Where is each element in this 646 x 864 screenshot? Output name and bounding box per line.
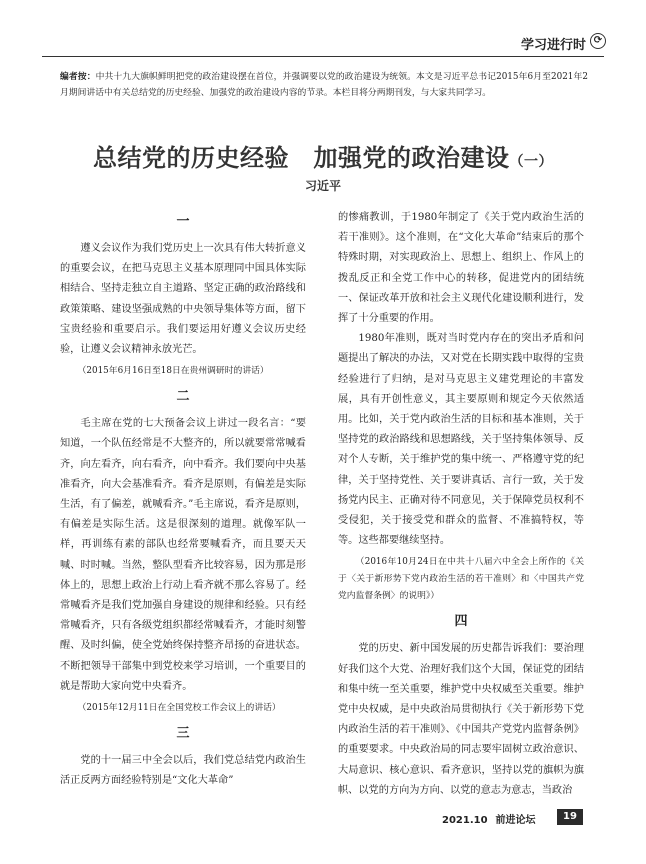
article-title-part: （一） xyxy=(509,154,553,170)
magazine-name: 前进论坛 xyxy=(495,815,536,826)
paragraph: 1980年准则，既对当时党内存在的突出矛盾和问题提出了解决的办法，又对党在长期实践中取得的宝贵经验进行了归纳，是对马克思主义建党理论的丰富发展，具有开创性意义，其主要原则和规定今天依然适用。比如，关于党内政治生活的目标和基本准则，关于坚持党的政治路线和思想路线，关于坚持集体领导、反对个人专断，关于维护党的集中统一、严格遵守党的纪律，关于坚持党性、关于要讲真话、言行一致，关于发扬党内民主、正确对待不同意见，关于保障党员权利不受侵犯，关于接受党和群众的监督、不准搞特权，等等。这些都要继续坚持。 xyxy=(338,333,584,547)
paragraph: 党的十一届三中全会以后，我们党总结党内政治生活正反两方面经验特别是“文化大革命” xyxy=(60,755,306,787)
paragraph: 党的历史、新中国发展的历史都告诉我们：要治理好我们这个大党、治理好我们这个大国，保证党的团结和集中统一至关重要，维护党中央权威至关重要。维护党中央权威，是中央政治局贯彻执行《关于新形势下党内政治生活的若干准则》、《中国共产党党内监督条例》的重要要求。中央政治局的同志要牢固树立政治意识、大局意识、核心意识、看齐意识，坚持以党的旗帜为旗帜、以党的方向为方向、以党的意志为意志，当政治 xyxy=(338,643,584,796)
editor-note xyxy=(60,70,588,101)
section-heading-1: 一 xyxy=(176,214,190,229)
source-note: （2015年12月11日在全国党校工作会议上的讲话） xyxy=(77,703,281,714)
arrow-circle-icon: ⟳ xyxy=(590,33,606,49)
issue-number: 2021.10 xyxy=(442,815,488,826)
paragraph-continued: 的惨痛教训，于1980年制定了《关于党内政治生活的若干准则》。这个准则，在“文化大革命”结束后的那个特殊时期，对实现政治上、思想上、组织上、作风上的拨乱反正和全党工作中心的转移，促进党内的团结统一、保证改革开放和社会主义现代化建设顺利进行，发挥了十分重要的作用。 xyxy=(338,212,584,325)
right-column xyxy=(338,208,584,801)
section-heading-4: 四 xyxy=(454,614,468,630)
section-label: 学习进行时 xyxy=(520,38,586,53)
paragraph: 遵义会议作为我们党历史上一次具有伟大转折意义的重要会议，在把马克思主义基本原理同中国具体实际相结合、坚持走独立自主道路、坚定正确的政治路线和政策策略、建设坚强成熟的中央领导集体等方面，留下宝贵经验和重要启示。我们要运用好遵义会议历史经验，让遵义会议精神永放光芒。 xyxy=(60,243,306,356)
footer xyxy=(442,811,544,826)
article-title xyxy=(0,138,646,173)
section-heading-2: 二 xyxy=(176,389,190,405)
paragraph: 毛主席在党的七大预备会议上讲过一段名言：“要知道，一个队伍经常是不大整齐的，所以就要常常喊看齐，向左看齐，向右看齐，向中看齐。我们要向中央基准看齐，向大会基准看齐。看齐是原则，有偏差是实际生活，有了偏差，就喊看齐。”毛主席说，看齐是原则，有偏差是实际生活。这是很深刻的道理。就像军队一样，再训练有素的部队也经常要喊看齐，而且要天天喊、时时喊。当然，整队型看齐比较容易，因为那是形体上的，思想上政治上行动上看齐就不那么容易了。经常喊看齐是我们党加强自身建设的规律和经验。只有经常喊看齐，只有各级党组织都经常喊看齐，才能时刻警醒、及时纠偏，使全党始终保持整齐昂扬的奋进状态。不断把领导干部集中到党校来学习培训，一个重要目的就是帮助大家向党中央看齐。 xyxy=(60,418,306,692)
author: 习近平 xyxy=(304,179,341,193)
editor-note-label: 编者按： xyxy=(60,72,96,82)
section-heading-3: 三 xyxy=(176,726,190,742)
left-column xyxy=(60,205,306,791)
page-number: 19 xyxy=(557,809,583,825)
editor-note-text: 中共十九大旗帜鲜明把党的政治建设摆在首位，并强调要以党的政治建设为统领。本文是习近平总书记2015年6月至2021年2月期间讲话中有关总结党的历史经验、加强党的政治建设内容的节录。本栏目将分两期刊发，与大家共同学习。 xyxy=(60,72,588,98)
source-note: （2015年6月16日至18日在贵州调研时的讲话） xyxy=(77,366,269,377)
header-rule xyxy=(42,56,604,57)
source-note: （2016年10月24日在中共十八届六中全会上所作的《关于〈关于新形势下党内政治生活的若干准则〉和〈中国共产党党内监督条例〉的说明》） xyxy=(338,557,584,602)
article-title-main: 总结党的历史经验 加强党的政治建设 xyxy=(93,144,510,172)
